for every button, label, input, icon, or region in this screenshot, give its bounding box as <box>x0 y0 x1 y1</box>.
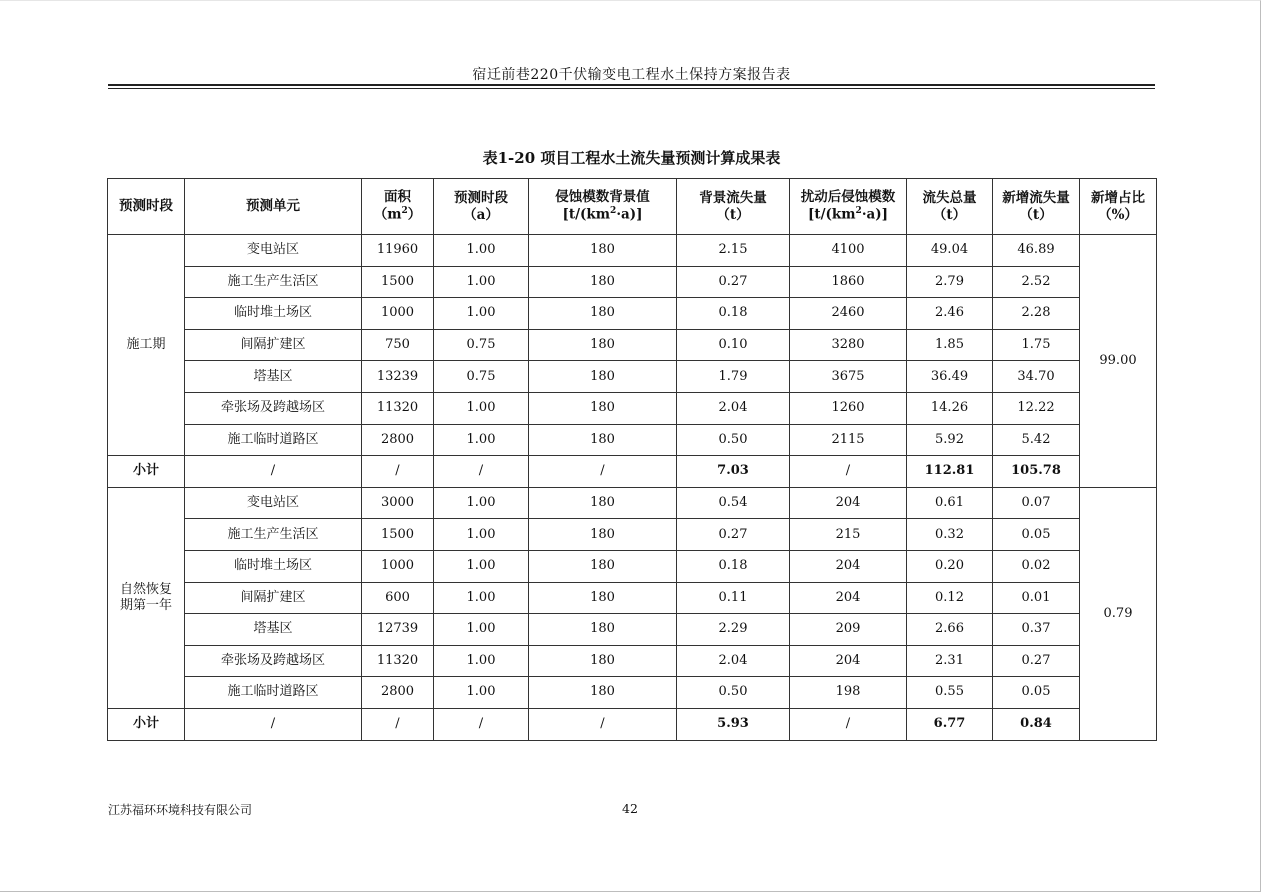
area-cell: 11320 <box>362 392 434 424</box>
new-loss-cell: 0.37 <box>993 614 1080 646</box>
ratio-cell: 0.79 <box>1080 487 1157 740</box>
bg-modulus-cell: 180 <box>529 361 677 393</box>
table-row <box>108 487 1157 519</box>
dist-modulus-cell: 204 <box>790 550 907 582</box>
unit-cell: 施工临时道路区 <box>185 677 362 709</box>
header-dist-modulus-unit-sup: 2 <box>855 206 862 217</box>
bg-modulus-cell: 180 <box>529 614 677 646</box>
total-loss-cell: 112.81 <box>907 456 993 488</box>
area-cell: 11320 <box>362 645 434 677</box>
bg-loss-cell: 2.29 <box>677 614 790 646</box>
unit-cell: 间隔扩建区 <box>185 329 362 361</box>
table-row <box>108 424 1157 456</box>
bg-loss-cell: 0.50 <box>677 424 790 456</box>
area-cell: 1500 <box>362 266 434 298</box>
header-rule-thick <box>108 84 1155 86</box>
bg-loss-cell: 2.04 <box>677 392 790 424</box>
ratio-cell: 99.00 <box>1080 235 1157 488</box>
area-cell: 2800 <box>362 677 434 709</box>
header-period: 预测时段 <box>108 179 185 235</box>
area-cell: 2800 <box>362 424 434 456</box>
dist-modulus-cell: 204 <box>790 582 907 614</box>
bg-loss-cell: 0.18 <box>677 550 790 582</box>
unit-cell: 变电站区 <box>185 235 362 267</box>
duration-cell: 1.00 <box>434 266 529 298</box>
header-bg-loss-label: 背景流失量 <box>699 189 767 206</box>
bg-loss-cell: 0.10 <box>677 329 790 361</box>
dist-modulus-cell: 209 <box>790 614 907 646</box>
total-loss-cell: 5.92 <box>907 424 993 456</box>
bg-loss-cell: 0.54 <box>677 487 790 519</box>
table-row <box>108 582 1157 614</box>
bg-modulus-cell: 180 <box>529 424 677 456</box>
bg-loss-cell: 5.93 <box>677 708 790 740</box>
header-bg-modulus-unit-pre: [t/(km <box>562 206 611 223</box>
duration-cell: 1.00 <box>434 487 529 519</box>
new-loss-cell: 1.75 <box>993 329 1080 361</box>
dist-modulus-cell: 3675 <box>790 361 907 393</box>
table-row <box>108 550 1157 582</box>
duration-cell: / <box>434 708 529 740</box>
total-loss-cell: 2.46 <box>907 298 993 330</box>
dist-modulus-cell: 204 <box>790 645 907 677</box>
area-cell: 12739 <box>362 614 434 646</box>
unit-cell: 临时堆土场区 <box>185 298 362 330</box>
total-loss-cell: 2.79 <box>907 266 993 298</box>
header-dist-modulus-label: 扰动后侵蚀模数 <box>800 189 896 206</box>
unit-cell: 施工生产生活区 <box>185 266 362 298</box>
duration-cell: 1.00 <box>434 424 529 456</box>
bg-modulus-cell: 180 <box>529 677 677 709</box>
bg-loss-cell: 2.04 <box>677 645 790 677</box>
total-loss-cell: 2.31 <box>907 645 993 677</box>
bg-loss-cell: 0.11 <box>677 582 790 614</box>
duration-cell: 0.75 <box>434 329 529 361</box>
unit-cell: 施工临时道路区 <box>185 424 362 456</box>
area-cell: 1500 <box>362 519 434 551</box>
footer-company: 江苏福环环境科技有限公司 <box>108 803 253 817</box>
area-cell: 600 <box>362 582 434 614</box>
dist-modulus-cell: 1260 <box>790 392 907 424</box>
unit-cell: / <box>185 708 362 740</box>
dist-modulus-cell: 204 <box>790 487 907 519</box>
header-total-loss-label: 流失总量 <box>922 189 977 206</box>
bg-modulus-cell: 180 <box>529 550 677 582</box>
dist-modulus-cell: 3280 <box>790 329 907 361</box>
header-ratio <box>1080 179 1157 235</box>
header-area-unit-pre: （m <box>373 206 402 223</box>
area-cell: / <box>362 708 434 740</box>
header-duration-unit: （a） <box>463 206 499 223</box>
running-header: 宿迁前巷220千伏输变电工程水土保持方案报告表 <box>472 67 791 83</box>
duration-cell: 1.00 <box>434 677 529 709</box>
table-row <box>108 519 1157 551</box>
header-new-loss <box>993 179 1080 235</box>
period-cell: 施工期 <box>108 235 185 456</box>
new-loss-cell: 5.42 <box>993 424 1080 456</box>
duration-cell: 1.00 <box>434 582 529 614</box>
new-loss-cell: 0.27 <box>993 645 1080 677</box>
total-loss-cell: 49.04 <box>907 235 993 267</box>
bg-modulus-cell: / <box>529 456 677 488</box>
period-cell <box>108 487 185 708</box>
unit-cell: 塔基区 <box>185 361 362 393</box>
header-total-loss-unit: （t） <box>932 206 967 223</box>
dist-modulus-cell: / <box>790 708 907 740</box>
new-loss-cell: 0.05 <box>993 519 1080 551</box>
area-cell: 1000 <box>362 298 434 330</box>
dist-modulus-cell: 4100 <box>790 235 907 267</box>
bg-modulus-cell: 180 <box>529 582 677 614</box>
dist-modulus-cell: 215 <box>790 519 907 551</box>
new-loss-cell: 12.22 <box>993 392 1080 424</box>
duration-cell: 0.75 <box>434 361 529 393</box>
table-row <box>108 298 1157 330</box>
duration-cell: 1.00 <box>434 519 529 551</box>
header-rule-thin <box>108 88 1155 89</box>
total-loss-cell: 14.26 <box>907 392 993 424</box>
header-dist-modulus-unit-post: ·a)] <box>861 206 889 223</box>
unit-cell: 塔基区 <box>185 614 362 646</box>
total-loss-cell: 0.32 <box>907 519 993 551</box>
unit-cell: 施工生产生活区 <box>185 519 362 551</box>
new-loss-cell: 2.28 <box>993 298 1080 330</box>
bg-modulus-cell: 180 <box>529 392 677 424</box>
bg-loss-cell: 7.03 <box>677 456 790 488</box>
period-label-line1: 自然恢复 <box>119 581 172 597</box>
area-cell: 1000 <box>362 550 434 582</box>
duration-cell: 1.00 <box>434 645 529 677</box>
page-number: 42 <box>622 801 638 816</box>
new-loss-cell: 105.78 <box>993 456 1080 488</box>
header-area-unit-post: ） <box>407 206 422 223</box>
bg-modulus-cell: 180 <box>529 266 677 298</box>
area-cell: 3000 <box>362 487 434 519</box>
table-row <box>108 645 1157 677</box>
header-bg-loss-unit: （t） <box>716 206 750 223</box>
bg-modulus-cell: 180 <box>529 235 677 267</box>
area-cell: 13239 <box>362 361 434 393</box>
bg-modulus-cell: 180 <box>529 519 677 551</box>
duration-cell: 1.00 <box>434 392 529 424</box>
header-bg-modulus-unit-sup: 2 <box>610 206 617 217</box>
bg-loss-cell: 0.50 <box>677 677 790 709</box>
table-row <box>108 266 1157 298</box>
header-area-unit-sup: 2 <box>401 206 408 217</box>
header-unit: 预测单元 <box>185 179 362 235</box>
bg-loss-cell: 0.18 <box>677 298 790 330</box>
bg-modulus-cell: 180 <box>529 487 677 519</box>
bg-loss-cell: 0.27 <box>677 266 790 298</box>
header-area <box>362 179 434 235</box>
dist-modulus-cell: 2115 <box>790 424 907 456</box>
new-loss-cell: 34.70 <box>993 361 1080 393</box>
header-dist-modulus-unit-pre: [t/(km <box>807 206 856 223</box>
table-row <box>108 235 1157 267</box>
total-loss-cell: 6.77 <box>907 708 993 740</box>
new-loss-cell: 0.01 <box>993 582 1080 614</box>
unit-cell: 间隔扩建区 <box>185 582 362 614</box>
subtotal-label: 小计 <box>108 708 185 740</box>
unit-cell: / <box>185 456 362 488</box>
unit-cell: 牵张场及跨越场区 <box>185 645 362 677</box>
new-loss-cell: 0.84 <box>993 708 1080 740</box>
soil-loss-table <box>107 178 1157 741</box>
new-loss-cell: 0.07 <box>993 487 1080 519</box>
table-row <box>108 677 1157 709</box>
header-duration-label: 预测时段 <box>454 189 508 206</box>
header-new-loss-unit: （t） <box>1019 206 1053 223</box>
header-ratio-label: 新增占比 <box>1091 189 1145 206</box>
area-cell: 750 <box>362 329 434 361</box>
bg-loss-cell: 0.27 <box>677 519 790 551</box>
table-row <box>108 614 1157 646</box>
subtotal-row <box>108 456 1157 488</box>
dist-modulus-cell: 1860 <box>790 266 907 298</box>
duration-cell: 1.00 <box>434 614 529 646</box>
duration-cell: 1.00 <box>434 550 529 582</box>
header-dist-modulus <box>790 179 907 235</box>
duration-cell: 1.00 <box>434 298 529 330</box>
total-loss-cell: 0.12 <box>907 582 993 614</box>
header-new-loss-label: 新增流失量 <box>1002 189 1070 206</box>
table-row <box>108 392 1157 424</box>
bg-loss-cell: 2.15 <box>677 235 790 267</box>
area-cell: 11960 <box>362 235 434 267</box>
header-bg-modulus <box>529 179 677 235</box>
table-row <box>108 329 1157 361</box>
total-loss-cell: 0.61 <box>907 487 993 519</box>
header-total-loss <box>907 179 993 235</box>
total-loss-cell: 1.85 <box>907 329 993 361</box>
total-loss-cell: 0.20 <box>907 550 993 582</box>
period-label-line2: 期第一年 <box>119 597 172 613</box>
subtotal-label: 小计 <box>108 456 185 488</box>
new-loss-cell: 2.52 <box>993 266 1080 298</box>
area-cell: / <box>362 456 434 488</box>
duration-cell: 1.00 <box>434 235 529 267</box>
header-area-label: 面积 <box>384 189 411 206</box>
total-loss-cell: 0.55 <box>907 677 993 709</box>
table-caption: 表1-20 项目工程水土流失量预测计算成果表 <box>482 149 781 167</box>
bg-modulus-cell: 180 <box>529 645 677 677</box>
subtotal-row <box>108 708 1157 740</box>
unit-cell: 变电站区 <box>185 487 362 519</box>
duration-cell: / <box>434 456 529 488</box>
total-loss-cell: 2.66 <box>907 614 993 646</box>
bg-modulus-cell: 180 <box>529 329 677 361</box>
dist-modulus-cell: / <box>790 456 907 488</box>
table-row <box>108 361 1157 393</box>
bg-loss-cell: 1.79 <box>677 361 790 393</box>
new-loss-cell: 46.89 <box>993 235 1080 267</box>
header-bg-loss <box>677 179 790 235</box>
new-loss-cell: 0.02 <box>993 550 1080 582</box>
header-bg-modulus-unit-post: ·a)] <box>616 206 643 223</box>
new-loss-cell: 0.05 <box>993 677 1080 709</box>
header-row <box>108 179 1157 235</box>
dist-modulus-cell: 2460 <box>790 298 907 330</box>
bg-modulus-cell: 180 <box>529 298 677 330</box>
header-bg-modulus-label: 侵蚀模数背景值 <box>555 189 650 206</box>
unit-cell: 临时堆土场区 <box>185 550 362 582</box>
header-duration <box>434 179 529 235</box>
dist-modulus-cell: 198 <box>790 677 907 709</box>
total-loss-cell: 36.49 <box>907 361 993 393</box>
unit-cell: 牵张场及跨越场区 <box>185 392 362 424</box>
bg-modulus-cell: / <box>529 708 677 740</box>
header-ratio-unit: （%） <box>1098 206 1138 223</box>
